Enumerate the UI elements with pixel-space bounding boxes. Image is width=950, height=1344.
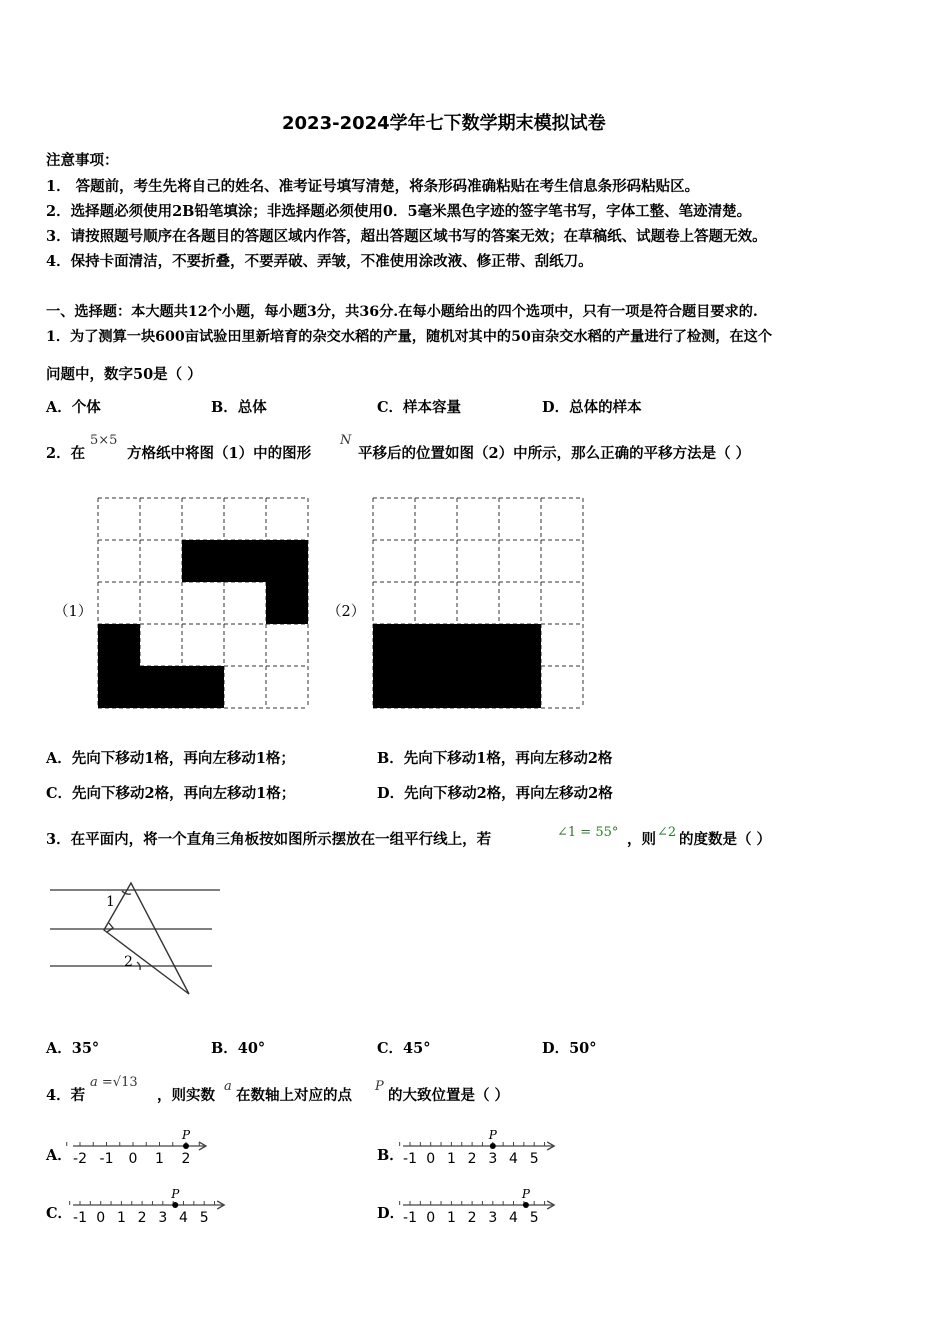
q3-figure [48,876,228,1000]
q4-option-c-letter: C． [46,1205,73,1222]
q2-shape-n-bottom [98,624,224,708]
q4-option-b-letter: B． [377,1147,404,1164]
tick-label: 0 [96,1210,106,1226]
q4-number-line-c [70,1185,230,1229]
point-p [490,1143,496,1149]
tick-label: 3 [488,1210,498,1226]
q4-math-p: P [375,1079,384,1094]
q4-eq-sqrt13: =√13 [97,1075,138,1090]
q2-stem-prefix: 2．在 [46,445,86,462]
q2-figure1-grid [97,497,311,711]
tick-label: 1 [116,1210,126,1226]
tick-label: 1 [446,1210,456,1226]
tick-label: 5 [199,1210,209,1226]
q2-shape-n-top [182,540,308,624]
q2-stem-suffix: 平移后的位置如图（2）中所示，那么正确的平移方法是（ ） [358,445,751,462]
q2-option-a: A．先向下移动1格，再向左移动1格； [46,750,295,767]
q1-option-a: A．个体 [46,399,101,416]
q4-stem-suffix: 的大致位置是（ ） [388,1087,510,1104]
q3-stem-mid: ，则 [627,831,656,848]
q2-math-grid-size: 5×5 [90,433,118,448]
q3-stem-prefix: 3．在平面内，将一个直角三角板按如图所示摆放在一组平行线上，若 [46,831,492,848]
tick-label: 3 [488,1151,498,1167]
tick-label: 2 [137,1210,147,1226]
q2-figure2-label: （2） [327,604,366,620]
tick-label: 5 [529,1151,539,1167]
notice-item: 2．选择题必须使用2B铅笔填涂；非选择题必须使用0．5毫米黑色字迹的签字笔书写，字体工整、笔迹清楚。 [46,203,752,220]
q2-math-n: N [340,433,352,448]
tick-label: 3 [158,1210,168,1226]
notice-item: 4．保持卡面清洁，不要折叠，不要弄破、弄皱，不准使用涂改液、修正带、刮纸刀。 [46,253,593,270]
tick-label: 4 [179,1210,188,1226]
q1-option-c: C．样本容量 [377,399,462,416]
point-p [183,1143,189,1149]
q3-option-d: D．50° [542,1040,597,1057]
q2-option-d: D．先向下移动2格，再向左移动2格 [377,785,613,802]
notice-heading: 注意事项： [46,152,119,169]
tick-label: 4 [509,1210,518,1226]
tick-label: -2 [73,1151,87,1167]
q1-option-d: D．总体的样本 [542,399,642,416]
q4-number-line-d [400,1185,560,1229]
q4-option-d-letter: D． [377,1205,405,1222]
q4-var-a: a [90,1075,98,1090]
point-p [172,1202,178,1208]
q1-stem-line2: 问题中，数字50是（ ） [46,366,202,383]
tick-label: -1 [73,1210,87,1226]
tick-label: 5 [529,1210,539,1226]
q4-stem-mid1: ，则实数 [157,1087,215,1104]
q4-math-a: a [224,1079,232,1094]
tick-label: -1 [403,1210,417,1226]
tick-label: 0 [426,1151,436,1167]
tick-label: 0 [426,1210,436,1226]
q4-number-line-a [70,1126,210,1170]
point-p [523,1202,529,1208]
q3-math-angle2: ∠2 [657,825,677,840]
q2-stem-mid: 方格纸中将图（1）中的图形 [127,445,312,462]
q3-math-angle1: ∠1 = 55° [557,825,619,840]
q4-stem-prefix: 4．若 [46,1087,86,1104]
q4-number-line-b [400,1126,560,1170]
tick-label: 0 [128,1151,138,1167]
angle2-label: 2 [124,954,133,970]
tick-label: 2 [181,1151,191,1167]
q4-math-a-equals-sqrt13 [90,1076,138,1089]
q3-stem-suffix: 的度数是（ ） [679,831,772,848]
tick-label: -1 [403,1151,417,1167]
triangle-ruler [104,883,189,994]
tick-label: 2 [467,1210,477,1226]
q2-figure1-label: （1） [54,604,93,620]
tick-label: 4 [509,1151,518,1167]
tick-label: -1 [99,1151,114,1167]
point-p-label: P [182,1128,191,1142]
q3-option-b: B．40° [211,1040,266,1057]
point-p-label: P [171,1187,180,1201]
q2-option-b: B．先向下移动1格，再向左移动2格 [377,750,613,767]
q3-option-c: C．45° [377,1040,431,1057]
tick-label: 1 [446,1151,456,1167]
point-p-label: P [488,1128,497,1142]
q4-option-a-letter: A． [46,1147,72,1164]
section-header: 一、选择题：本大题共12个小题，每小题3分，共36分.在每小题给出的四个选项中，只有一项是符合题目要求的. [46,304,758,320]
q1-option-b: B．总体 [211,399,267,416]
tick-label: 1 [155,1151,164,1167]
tick-label: 2 [467,1151,477,1167]
q3-option-a: A．35° [46,1040,100,1057]
notice-item: 3．请按照题号顺序在各题目的答题区域内作答，超出答题区域书写的答案无效；在草稿纸、试题卷上答题无效。 [46,228,767,245]
q2-option-c: C．先向下移动2格，再向左移动1格； [46,785,296,802]
q2-shape-block [373,624,541,708]
page-title: 2023-2024学年七下数学期末模拟试卷 [282,113,606,134]
q1-stem-line1: 1．为了测算一块600亩试验田里新培育的杂交水稻的产量，随机对其中的50亩杂交水稻的产量进行了检测，在这个 [46,329,773,345]
point-p-label: P [521,1187,530,1201]
notice-item: 1． 答题前，考生先将自己的姓名、准考证号填写清楚，将条形码准确粘贴在考生信息条形码粘贴区。 [46,178,700,195]
angle1-label: 1 [106,894,115,910]
q2-figure2-grid [372,497,586,711]
q4-stem-mid2: 在数轴上对应的点 [236,1087,352,1104]
